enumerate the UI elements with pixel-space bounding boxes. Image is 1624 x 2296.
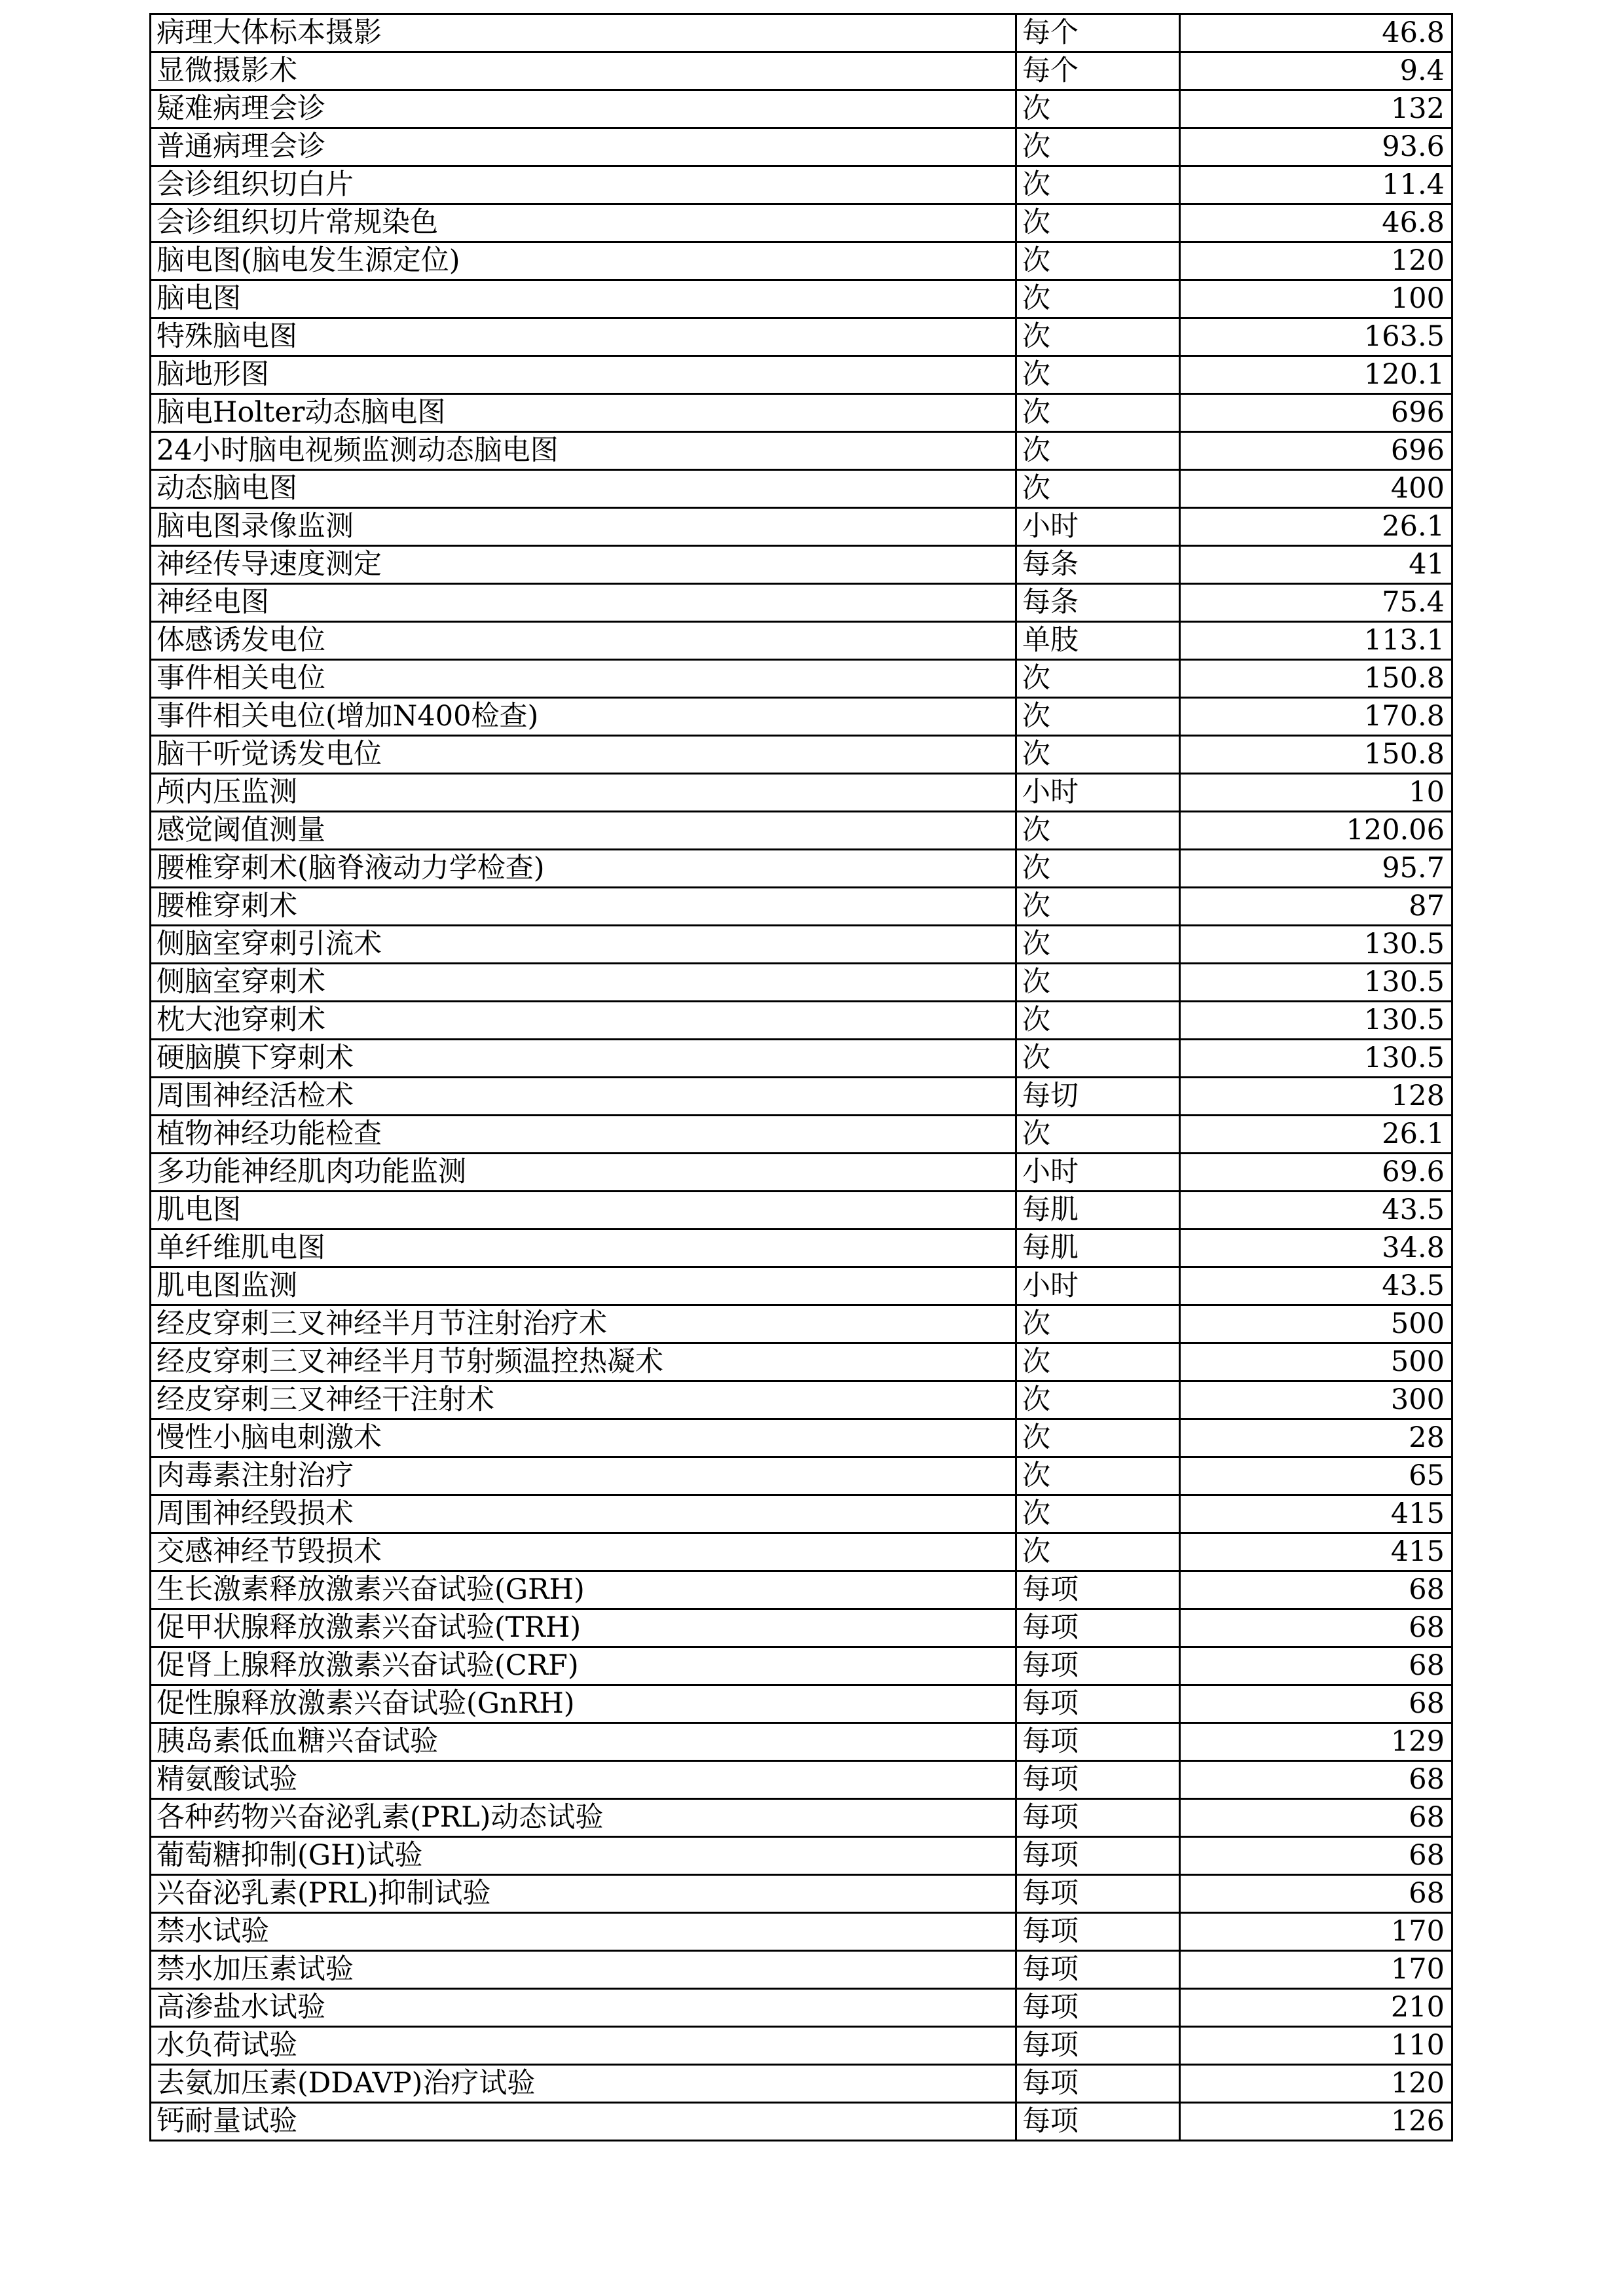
price-cell: 170 bbox=[1180, 1951, 1452, 1989]
item-name-cell: 会诊组织切白片 bbox=[151, 166, 1016, 204]
table-row bbox=[151, 356, 1452, 394]
price-sheet bbox=[149, 13, 1451, 2141]
table-row bbox=[151, 1533, 1452, 1571]
table-row bbox=[151, 280, 1452, 318]
price-cell: 126 bbox=[1180, 2103, 1452, 2141]
price-cell: 130.5 bbox=[1180, 964, 1452, 1002]
item-name-cell: 腰椎穿刺术 bbox=[151, 888, 1016, 926]
item-name-cell: 脑电图 bbox=[151, 280, 1016, 318]
unit-cell: 次 bbox=[1016, 698, 1180, 736]
unit-cell: 次 bbox=[1016, 394, 1180, 432]
table-row bbox=[151, 660, 1452, 698]
unit-cell: 每肌 bbox=[1016, 1192, 1180, 1230]
table-row bbox=[151, 774, 1452, 812]
price-cell: 68 bbox=[1180, 1685, 1452, 1723]
table-row bbox=[151, 1647, 1452, 1685]
price-cell: 129 bbox=[1180, 1723, 1452, 1761]
unit-cell: 每项 bbox=[1016, 1609, 1180, 1647]
item-name-cell: 生长激素释放激素兴奋试验(GRH) bbox=[151, 1571, 1016, 1609]
unit-cell: 每项 bbox=[1016, 2065, 1180, 2103]
price-cell: 11.4 bbox=[1180, 166, 1452, 204]
table-row bbox=[151, 2027, 1452, 2065]
price-cell: 415 bbox=[1180, 1533, 1452, 1571]
unit-cell: 次 bbox=[1016, 432, 1180, 470]
item-name-cell: 疑难病理会诊 bbox=[151, 90, 1016, 128]
item-name-cell: 硬脑膜下穿刺术 bbox=[151, 1040, 1016, 1078]
unit-cell: 每项 bbox=[1016, 1761, 1180, 1799]
table-row bbox=[151, 508, 1452, 546]
item-name-cell: 植物神经功能检查 bbox=[151, 1116, 1016, 1154]
table-row bbox=[151, 1154, 1452, 1192]
table-row bbox=[151, 1116, 1452, 1154]
item-name-cell: 神经传导速度测定 bbox=[151, 546, 1016, 584]
price-cell: 93.6 bbox=[1180, 128, 1452, 166]
unit-cell: 每项 bbox=[1016, 1989, 1180, 2027]
unit-cell: 次 bbox=[1016, 1343, 1180, 1381]
table-row bbox=[151, 1685, 1452, 1723]
item-name-cell: 病理大体标本摄影 bbox=[151, 14, 1016, 52]
item-name-cell: 颅内压监测 bbox=[151, 774, 1016, 812]
unit-cell: 次 bbox=[1016, 736, 1180, 774]
price-cell: 210 bbox=[1180, 1989, 1452, 2027]
item-name-cell: 动态脑电图 bbox=[151, 470, 1016, 508]
unit-cell: 每项 bbox=[1016, 1799, 1180, 1837]
unit-cell: 次 bbox=[1016, 1002, 1180, 1040]
unit-cell: 次 bbox=[1016, 356, 1180, 394]
item-name-cell: 慢性小脑电刺激术 bbox=[151, 1419, 1016, 1457]
item-name-cell: 体感诱发电位 bbox=[151, 622, 1016, 660]
unit-cell: 小时 bbox=[1016, 774, 1180, 812]
price-cell: 128 bbox=[1180, 1078, 1452, 1116]
table-row bbox=[151, 964, 1452, 1002]
unit-cell: 次 bbox=[1016, 1116, 1180, 1154]
price-cell: 69.6 bbox=[1180, 1154, 1452, 1192]
unit-cell: 单肢 bbox=[1016, 622, 1180, 660]
item-name-cell: 钙耐量试验 bbox=[151, 2103, 1016, 2141]
unit-cell: 次 bbox=[1016, 850, 1180, 888]
unit-cell: 每个 bbox=[1016, 52, 1180, 90]
price-cell: 68 bbox=[1180, 1647, 1452, 1685]
item-name-cell: 脑电Holter动态脑电图 bbox=[151, 394, 1016, 432]
table-row bbox=[151, 622, 1452, 660]
item-name-cell: 周围神经毁损术 bbox=[151, 1495, 1016, 1533]
unit-cell: 每项 bbox=[1016, 1647, 1180, 1685]
unit-cell: 每条 bbox=[1016, 584, 1180, 622]
price-cell: 68 bbox=[1180, 1837, 1452, 1875]
unit-cell: 小时 bbox=[1016, 1154, 1180, 1192]
price-cell: 163.5 bbox=[1180, 318, 1452, 356]
price-cell: 41 bbox=[1180, 546, 1452, 584]
item-name-cell: 普通病理会诊 bbox=[151, 128, 1016, 166]
item-name-cell: 24小时脑电视频监测动态脑电图 bbox=[151, 432, 1016, 470]
table-row bbox=[151, 1040, 1452, 1078]
price-cell: 415 bbox=[1180, 1495, 1452, 1533]
unit-cell: 每项 bbox=[1016, 1951, 1180, 1989]
price-cell: 34.8 bbox=[1180, 1230, 1452, 1267]
price-cell: 170.8 bbox=[1180, 698, 1452, 736]
item-name-cell: 感觉阈值测量 bbox=[151, 812, 1016, 850]
unit-cell: 每项 bbox=[1016, 2027, 1180, 2065]
table-row bbox=[151, 1078, 1452, 1116]
price-cell: 87 bbox=[1180, 888, 1452, 926]
table-row bbox=[151, 432, 1452, 470]
price-cell: 28 bbox=[1180, 1419, 1452, 1457]
item-name-cell: 促性腺释放激素兴奋试验(GnRH) bbox=[151, 1685, 1016, 1723]
table-row bbox=[151, 1230, 1452, 1267]
table-row bbox=[151, 1571, 1452, 1609]
table-row bbox=[151, 1457, 1452, 1495]
table-row bbox=[151, 470, 1452, 508]
price-cell: 43.5 bbox=[1180, 1192, 1452, 1230]
price-cell: 100 bbox=[1180, 280, 1452, 318]
table-row bbox=[151, 242, 1452, 280]
price-cell: 132 bbox=[1180, 90, 1452, 128]
price-cell: 65 bbox=[1180, 1457, 1452, 1495]
table-row bbox=[151, 90, 1452, 128]
table-row bbox=[151, 1989, 1452, 2027]
table-row bbox=[151, 1192, 1452, 1230]
price-cell: 120 bbox=[1180, 2065, 1452, 2103]
table-row bbox=[151, 888, 1452, 926]
item-name-cell: 脑干听觉诱发电位 bbox=[151, 736, 1016, 774]
price-cell: 130.5 bbox=[1180, 1002, 1452, 1040]
item-name-cell: 事件相关电位 bbox=[151, 660, 1016, 698]
unit-cell: 每项 bbox=[1016, 1913, 1180, 1951]
price-cell: 500 bbox=[1180, 1305, 1452, 1343]
table-row bbox=[151, 1875, 1452, 1913]
table-row bbox=[151, 584, 1452, 622]
table-row bbox=[151, 1913, 1452, 1951]
table-row bbox=[151, 1609, 1452, 1647]
item-name-cell: 事件相关电位(增加N400检查) bbox=[151, 698, 1016, 736]
table-row bbox=[151, 926, 1452, 964]
table-row bbox=[151, 166, 1452, 204]
table-row bbox=[151, 1495, 1452, 1533]
table-row bbox=[151, 1002, 1452, 1040]
item-name-cell: 单纤维肌电图 bbox=[151, 1230, 1016, 1267]
item-name-cell: 肌电图监测 bbox=[151, 1267, 1016, 1305]
unit-cell: 每项 bbox=[1016, 1837, 1180, 1875]
price-cell: 9.4 bbox=[1180, 52, 1452, 90]
unit-cell: 次 bbox=[1016, 812, 1180, 850]
unit-cell: 每肌 bbox=[1016, 1230, 1180, 1267]
table-row bbox=[151, 1305, 1452, 1343]
item-name-cell: 脑电图录像监测 bbox=[151, 508, 1016, 546]
unit-cell: 次 bbox=[1016, 1495, 1180, 1533]
item-name-cell: 显微摄影术 bbox=[151, 52, 1016, 90]
table-row bbox=[151, 546, 1452, 584]
table-row bbox=[151, 1799, 1452, 1837]
table-row bbox=[151, 1837, 1452, 1875]
price-cell: 43.5 bbox=[1180, 1267, 1452, 1305]
price-cell: 68 bbox=[1180, 1875, 1452, 1913]
price-table-body bbox=[151, 14, 1452, 2141]
item-name-cell: 肌电图 bbox=[151, 1192, 1016, 1230]
table-row bbox=[151, 1267, 1452, 1305]
item-name-cell: 神经电图 bbox=[151, 584, 1016, 622]
item-name-cell: 侧脑室穿刺引流术 bbox=[151, 926, 1016, 964]
item-name-cell: 周围神经活检术 bbox=[151, 1078, 1016, 1116]
price-cell: 46.8 bbox=[1180, 204, 1452, 242]
item-name-cell: 精氨酸试验 bbox=[151, 1761, 1016, 1799]
unit-cell: 次 bbox=[1016, 964, 1180, 1002]
unit-cell: 每项 bbox=[1016, 1685, 1180, 1723]
price-cell: 120.1 bbox=[1180, 356, 1452, 394]
price-cell: 300 bbox=[1180, 1381, 1452, 1419]
price-cell: 150.8 bbox=[1180, 736, 1452, 774]
item-name-cell: 肉毒素注射治疗 bbox=[151, 1457, 1016, 1495]
unit-cell: 次 bbox=[1016, 470, 1180, 508]
table-row bbox=[151, 2065, 1452, 2103]
item-name-cell: 交感神经节毁损术 bbox=[151, 1533, 1016, 1571]
item-name-cell: 高渗盐水试验 bbox=[151, 1989, 1016, 2027]
unit-cell: 每项 bbox=[1016, 1571, 1180, 1609]
item-name-cell: 脑电图(脑电发生源定位) bbox=[151, 242, 1016, 280]
price-cell: 26.1 bbox=[1180, 1116, 1452, 1154]
price-cell: 120 bbox=[1180, 242, 1452, 280]
price-cell: 696 bbox=[1180, 432, 1452, 470]
unit-cell: 每项 bbox=[1016, 1723, 1180, 1761]
item-name-cell: 促甲状腺释放激素兴奋试验(TRH) bbox=[151, 1609, 1016, 1647]
price-cell: 500 bbox=[1180, 1343, 1452, 1381]
item-name-cell: 腰椎穿刺术(脑脊液动力学检查) bbox=[151, 850, 1016, 888]
price-cell: 400 bbox=[1180, 470, 1452, 508]
table-row bbox=[151, 14, 1452, 52]
price-cell: 46.8 bbox=[1180, 14, 1452, 52]
item-name-cell: 多功能神经肌肉功能监测 bbox=[151, 1154, 1016, 1192]
table-row bbox=[151, 394, 1452, 432]
table-row bbox=[151, 318, 1452, 356]
table-row bbox=[151, 850, 1452, 888]
table-row bbox=[151, 1761, 1452, 1799]
price-cell: 170 bbox=[1180, 1913, 1452, 1951]
table-row bbox=[151, 1723, 1452, 1761]
item-name-cell: 经皮穿刺三叉神经干注射术 bbox=[151, 1381, 1016, 1419]
table-row bbox=[151, 1951, 1452, 1989]
table-row bbox=[151, 128, 1452, 166]
price-cell: 68 bbox=[1180, 1761, 1452, 1799]
unit-cell: 次 bbox=[1016, 926, 1180, 964]
unit-cell: 次 bbox=[1016, 242, 1180, 280]
price-cell: 68 bbox=[1180, 1571, 1452, 1609]
unit-cell: 次 bbox=[1016, 1381, 1180, 1419]
item-name-cell: 会诊组织切片常规染色 bbox=[151, 204, 1016, 242]
item-name-cell: 水负荷试验 bbox=[151, 2027, 1016, 2065]
price-cell: 150.8 bbox=[1180, 660, 1452, 698]
item-name-cell: 各种药物兴奋泌乳素(PRL)动态试验 bbox=[151, 1799, 1016, 1837]
table-row bbox=[151, 1343, 1452, 1381]
price-cell: 696 bbox=[1180, 394, 1452, 432]
item-name-cell: 葡萄糖抑制(GH)试验 bbox=[151, 1837, 1016, 1875]
price-cell: 68 bbox=[1180, 1799, 1452, 1837]
unit-cell: 小时 bbox=[1016, 508, 1180, 546]
table-row bbox=[151, 736, 1452, 774]
unit-cell: 次 bbox=[1016, 660, 1180, 698]
unit-cell: 次 bbox=[1016, 1457, 1180, 1495]
unit-cell: 次 bbox=[1016, 1419, 1180, 1457]
item-name-cell: 兴奋泌乳素(PRL)抑制试验 bbox=[151, 1875, 1016, 1913]
price-cell: 130.5 bbox=[1180, 1040, 1452, 1078]
unit-cell: 次 bbox=[1016, 166, 1180, 204]
item-name-cell: 禁水试验 bbox=[151, 1913, 1016, 1951]
unit-cell: 每条 bbox=[1016, 546, 1180, 584]
unit-cell: 次 bbox=[1016, 1305, 1180, 1343]
price-cell: 75.4 bbox=[1180, 584, 1452, 622]
price-cell: 110 bbox=[1180, 2027, 1452, 2065]
table-row bbox=[151, 204, 1452, 242]
price-cell: 95.7 bbox=[1180, 850, 1452, 888]
item-name-cell: 枕大池穿刺术 bbox=[151, 1002, 1016, 1040]
price-cell: 130.5 bbox=[1180, 926, 1452, 964]
table-row bbox=[151, 812, 1452, 850]
table-row bbox=[151, 698, 1452, 736]
unit-cell: 次 bbox=[1016, 1040, 1180, 1078]
price-cell: 120.06 bbox=[1180, 812, 1452, 850]
item-name-cell: 禁水加压素试验 bbox=[151, 1951, 1016, 1989]
unit-cell: 每切 bbox=[1016, 1078, 1180, 1116]
price-cell: 26.1 bbox=[1180, 508, 1452, 546]
unit-cell: 次 bbox=[1016, 204, 1180, 242]
item-name-cell: 胰岛素低血糖兴奋试验 bbox=[151, 1723, 1016, 1761]
price-cell: 10 bbox=[1180, 774, 1452, 812]
item-name-cell: 促肾上腺释放激素兴奋试验(CRF) bbox=[151, 1647, 1016, 1685]
price-cell: 68 bbox=[1180, 1609, 1452, 1647]
unit-cell: 次 bbox=[1016, 128, 1180, 166]
unit-cell: 每个 bbox=[1016, 14, 1180, 52]
item-name-cell: 特殊脑电图 bbox=[151, 318, 1016, 356]
unit-cell: 每项 bbox=[1016, 2103, 1180, 2141]
table-row bbox=[151, 1381, 1452, 1419]
table-row bbox=[151, 1419, 1452, 1457]
table-row bbox=[151, 2103, 1452, 2141]
item-name-cell: 脑地形图 bbox=[151, 356, 1016, 394]
unit-cell: 次 bbox=[1016, 888, 1180, 926]
price-table bbox=[149, 13, 1453, 2141]
price-cell: 113.1 bbox=[1180, 622, 1452, 660]
unit-cell: 每项 bbox=[1016, 1875, 1180, 1913]
unit-cell: 次 bbox=[1016, 318, 1180, 356]
unit-cell: 小时 bbox=[1016, 1267, 1180, 1305]
item-name-cell: 经皮穿刺三叉神经半月节注射治疗术 bbox=[151, 1305, 1016, 1343]
item-name-cell: 侧脑室穿刺术 bbox=[151, 964, 1016, 1002]
table-row bbox=[151, 52, 1452, 90]
item-name-cell: 经皮穿刺三叉神经半月节射频温控热凝术 bbox=[151, 1343, 1016, 1381]
unit-cell: 次 bbox=[1016, 280, 1180, 318]
item-name-cell: 去氨加压素(DDAVP)治疗试验 bbox=[151, 2065, 1016, 2103]
unit-cell: 次 bbox=[1016, 1533, 1180, 1571]
unit-cell: 次 bbox=[1016, 90, 1180, 128]
